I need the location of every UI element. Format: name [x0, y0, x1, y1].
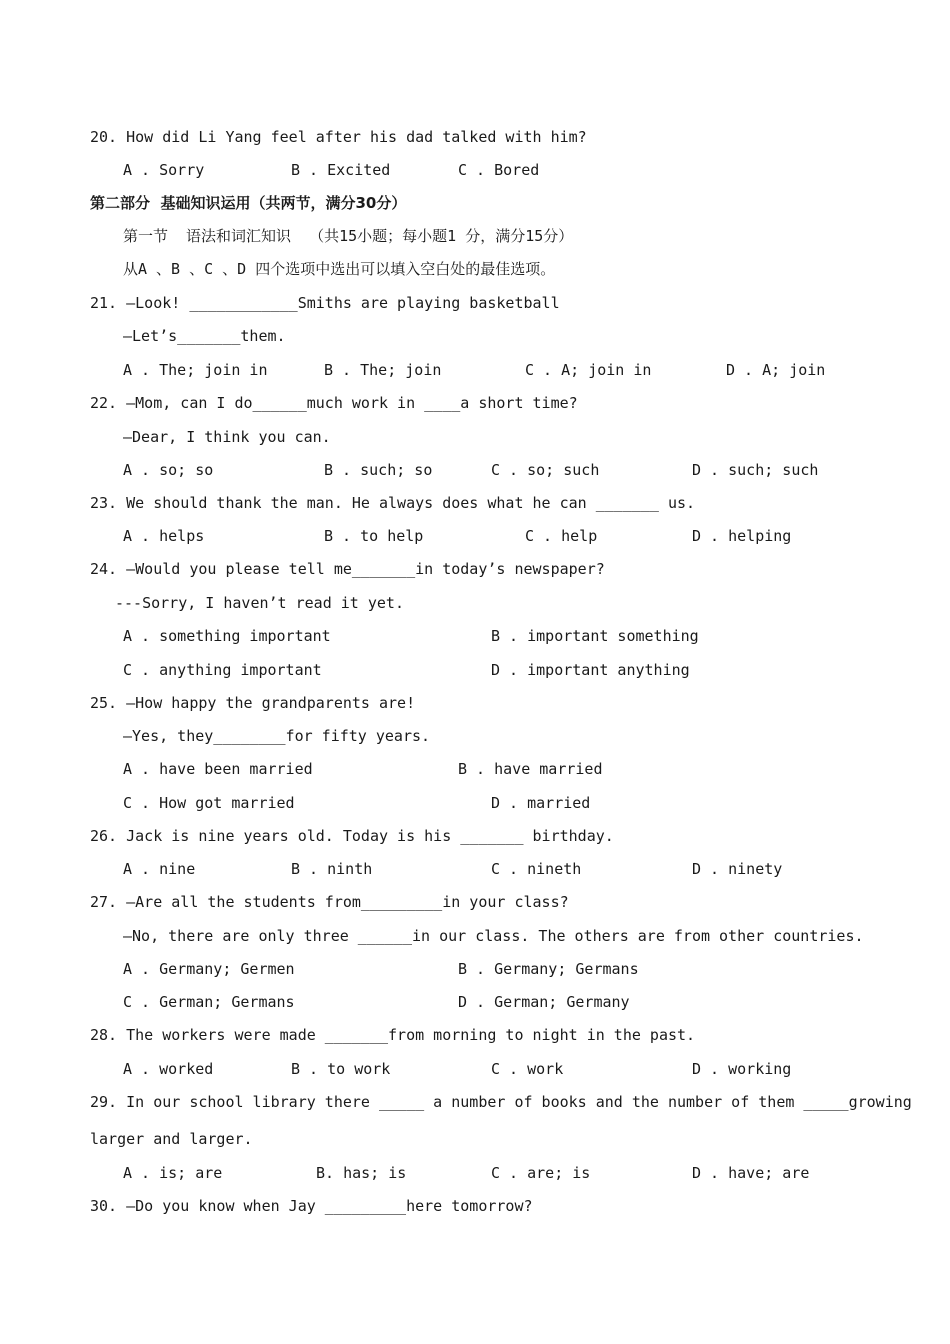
text-line: 第二部分 基础知识运用（共两节，满分30分）	[90, 194, 407, 212]
text-line: 21. —Look! ____________Smiths are playing basketball	[90, 294, 560, 312]
text-line: B . The; join	[324, 361, 442, 379]
text-line: C . anything important	[123, 661, 322, 679]
text-line: A . have been married	[123, 760, 313, 778]
text-line: —Yes, they________for fifty years.	[123, 727, 431, 745]
text-line: C . are; is	[491, 1164, 591, 1182]
text-line: D . married	[491, 794, 591, 812]
text-line: B. has; is	[316, 1164, 407, 1182]
text-line: —Let’s_______them.	[123, 327, 286, 345]
text-line: C . Bored	[458, 161, 540, 179]
text-line: D . ninety	[692, 860, 783, 878]
text-line: B . have married	[458, 760, 603, 778]
text-line: A . something important	[123, 627, 331, 645]
text-line: C . A; join in	[525, 361, 652, 379]
text-line: A . helps	[123, 527, 205, 545]
text-line: A . The; join in	[123, 361, 268, 379]
text-line: 第一节 语法和词汇知识 （共15小题；每小题1 分，满分15分）	[123, 227, 574, 245]
text-line: 22. —Mom, can I do______much work in ____a short time?	[90, 394, 578, 412]
text-line: D . have; are	[692, 1164, 810, 1182]
text-line: 从A 、B 、C 、D 四个选项中选出可以填入空白处的最佳选项。	[123, 260, 556, 278]
text-line: 23. We should thank the man. He always does what he can _______ us.	[90, 494, 696, 512]
text-line: A . is; are	[123, 1164, 223, 1182]
text-line: D . A; join	[726, 361, 826, 379]
text-line: larger and larger.	[90, 1130, 253, 1148]
text-line: B . Germany; Germans	[458, 960, 639, 978]
text-line: 26. Jack is nine years old. Today is his _______ birthday.	[90, 827, 614, 845]
text-line: C . nineth	[491, 860, 582, 878]
text-line: C . How got married	[123, 794, 295, 812]
text-line: C . work	[491, 1060, 564, 1078]
text-line: D . such; such	[692, 461, 819, 479]
text-line: ---Sorry, I haven’t read it yet.	[115, 594, 404, 612]
text-line: A . Germany; Germen	[123, 960, 295, 978]
text-line: —Dear, I think you can.	[123, 428, 331, 446]
text-line: D . helping	[692, 527, 792, 545]
text-line: A . Sorry	[123, 161, 205, 179]
text-line: C . so; such	[491, 461, 600, 479]
text-line: 29. In our school library there _____ a number of books and the number of them _____growing	[90, 1093, 912, 1111]
text-line: —No, there are only three ______in our class. The others are from other countries.	[123, 927, 864, 945]
text-line: 25. —How happy the grandparents are!	[90, 694, 416, 712]
text-line: A . nine	[123, 860, 196, 878]
text-line: 28. The workers were made _______from morning to night in the past.	[90, 1026, 696, 1044]
text-line: 24. —Would you please tell me_______in today’s newspaper?	[90, 560, 605, 578]
text-line: A . worked	[123, 1060, 214, 1078]
text-line: 27. —Are all the students from_________in your class?	[90, 893, 569, 911]
text-line: 20. How did Li Yang feel after his dad talked with him?	[90, 128, 587, 146]
text-line: B . important something	[491, 627, 699, 645]
text-line: B . to help	[324, 527, 424, 545]
text-line: B . ninth	[291, 860, 373, 878]
text-line: D . working	[692, 1060, 792, 1078]
text-line: C . German; Germans	[123, 993, 295, 1011]
text-line: B . Excited	[291, 161, 391, 179]
text-line: D . German; Germany	[458, 993, 630, 1011]
text-line: 30. —Do you know when Jay _________here tomorrow?	[90, 1197, 533, 1215]
text-line: B . to work	[291, 1060, 391, 1078]
text-line: A . so; so	[123, 461, 214, 479]
text-line: B . such; so	[324, 461, 433, 479]
text-line: C . help	[525, 527, 598, 545]
text-line: D . important anything	[491, 661, 690, 679]
